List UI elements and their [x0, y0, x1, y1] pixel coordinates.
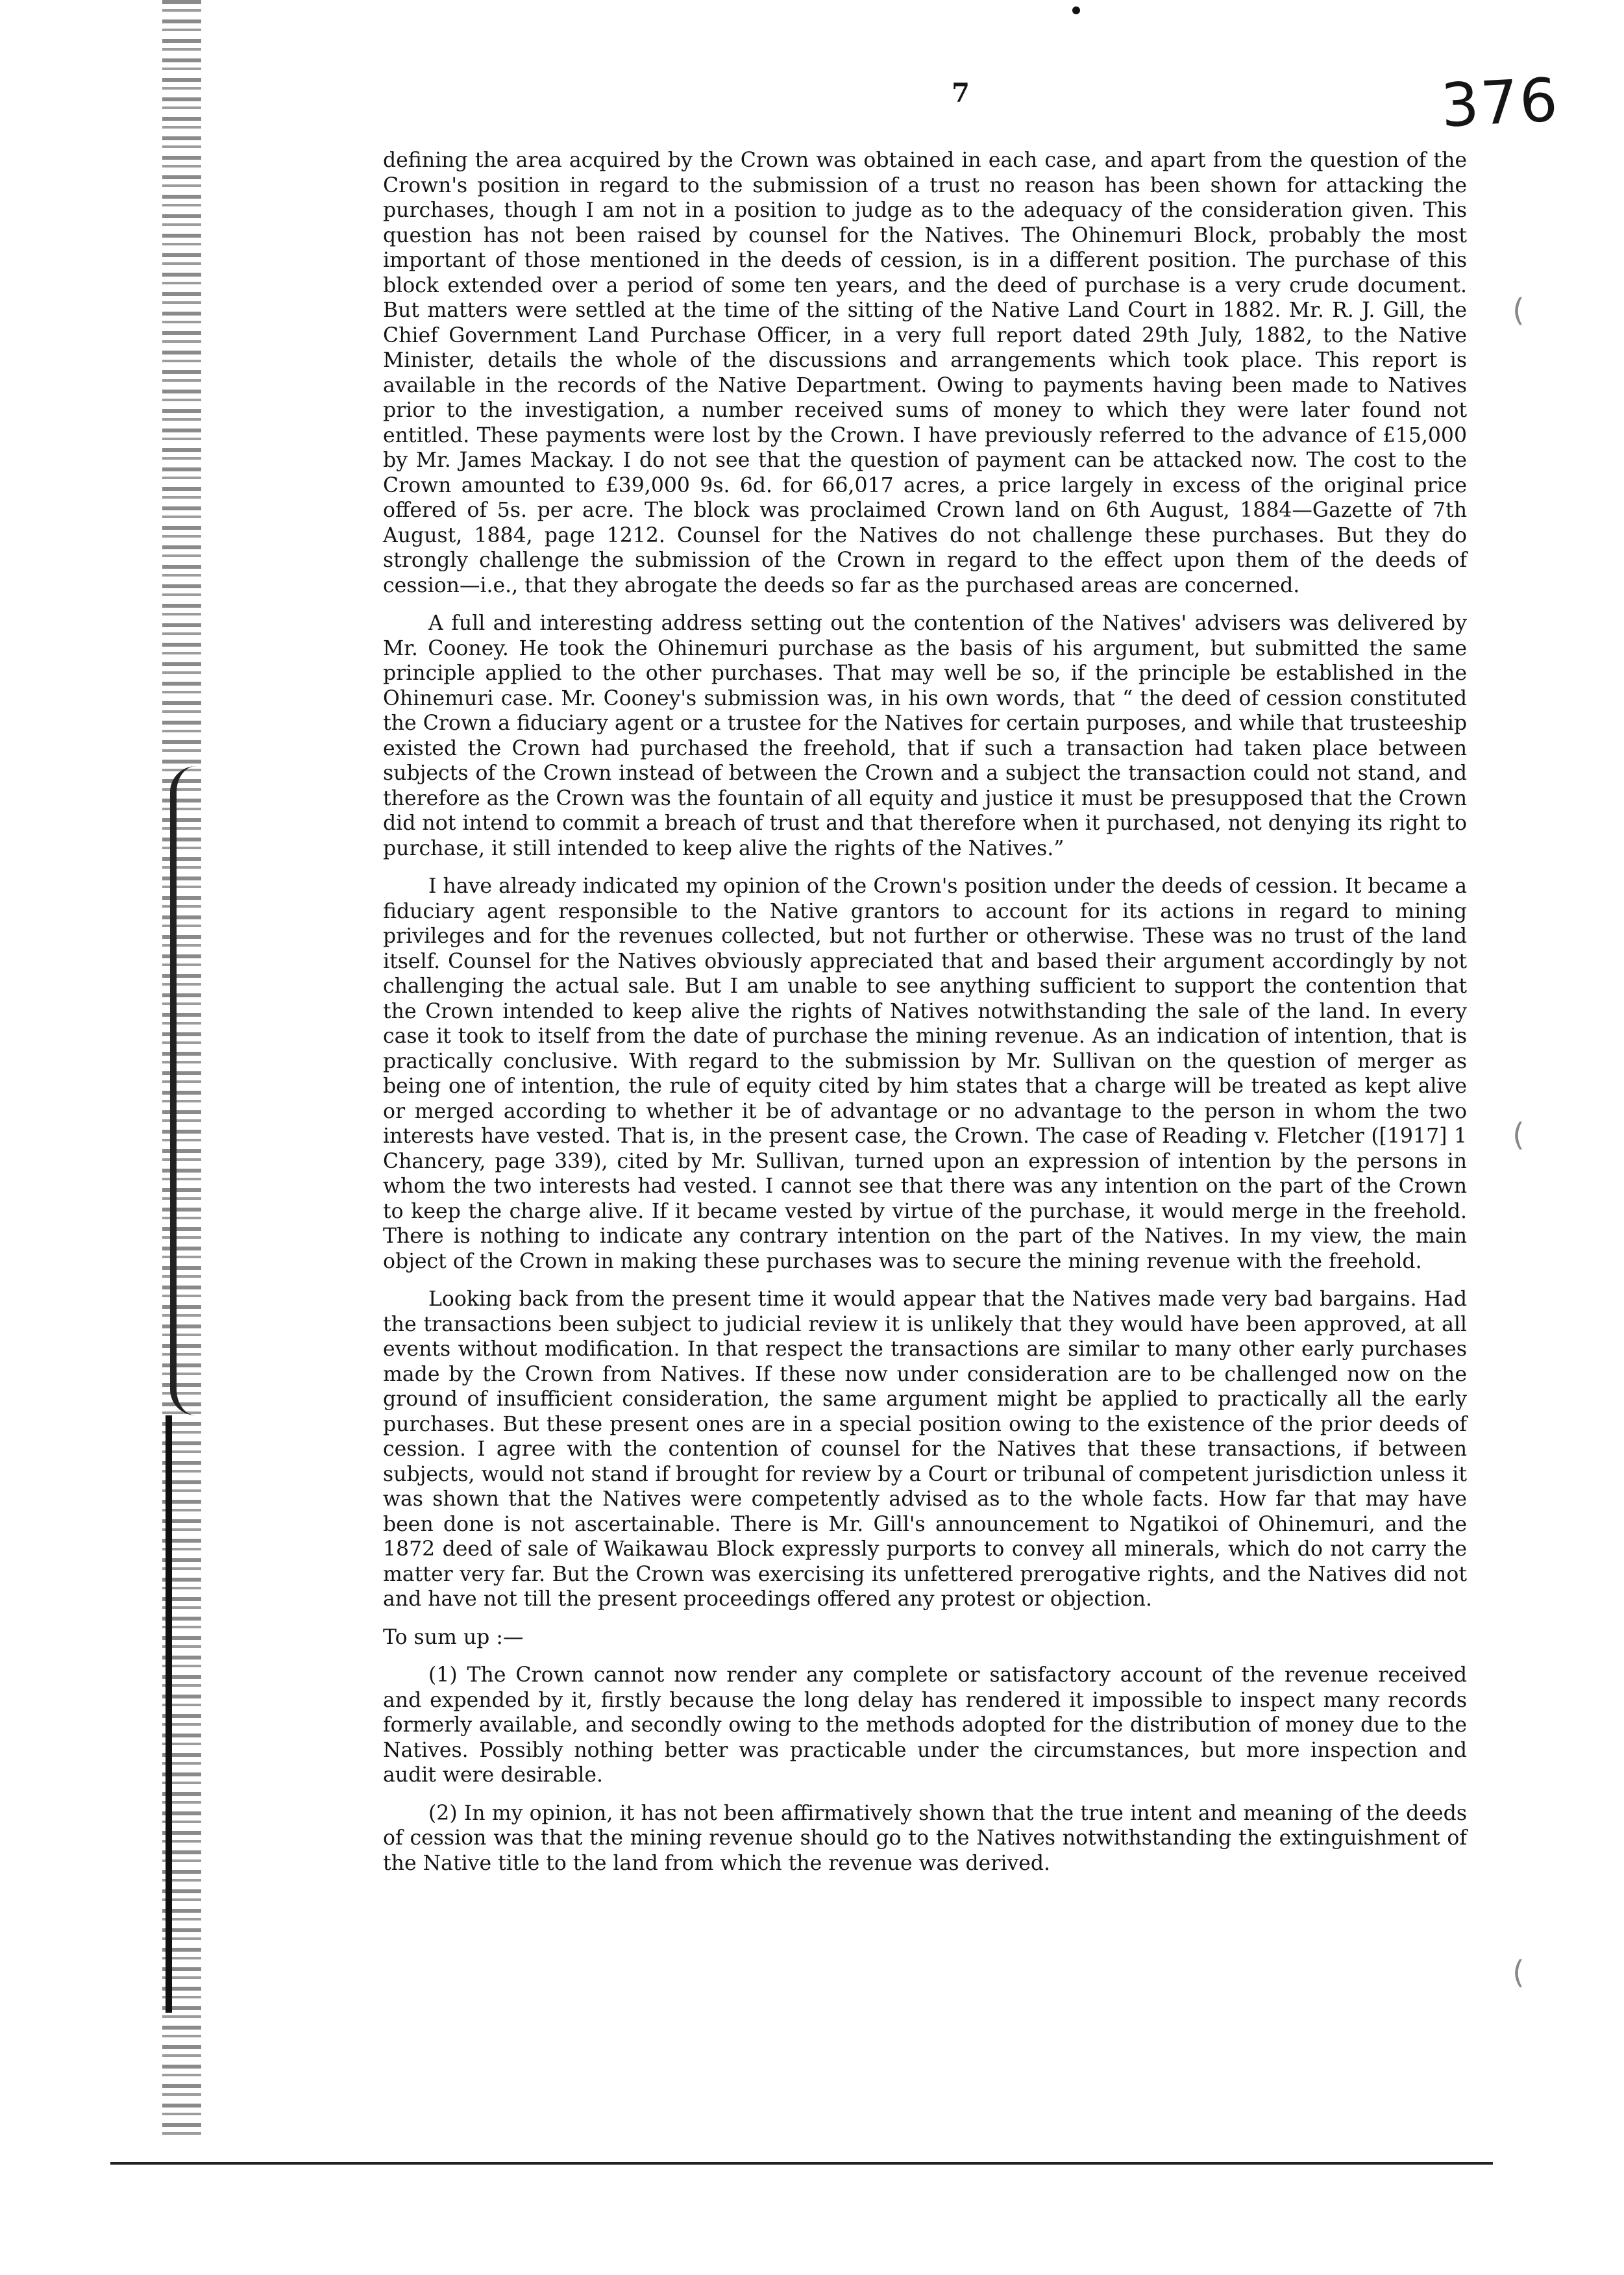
paragraph-cooney-address: A full and interesting address setting out the contention of the Natives' advisers was delivered by Mr. Cooney. He took the Ohinemuri purchase as the basis of his argument, but submitted the same principle applied to the other purchases. That may well be so, if the principle be established in the Ohinemuri case. Mr. Cooney's submission was, in his own words, that “ the deed of cession constituted the Crown a fiduciary agent or a trustee for the Natives for certain purposes, and while that trusteeship existed the Crown had purchased the freehold, that if such a transaction had taken place between subjects of the Crown instead of between the Crown and a subject the transaction could not stand, and therefore as the Crown was the fountain of all equity and justice it must be presupposed that the Crown did not intend to commit a breach of trust and that therefore when it purchased, not denying its right to purchase, it still intended to keep alive the rights of the Natives.”: [383, 612, 1467, 860]
page-number: 7: [952, 78, 970, 108]
document-body: [383, 148, 1467, 1889]
paragraph-continued: defining the area acquired by the Crown was obtained in each case, and apart from the question of the Crown's position in regard to the submission of a trust no reason has been shown for attacking the purchases, though I am not in a position to judge as to the adequacy of the consideration given. This question has not been raised by counsel for the Natives. The Ohinemuri Block, probably the most important of those mentioned in the deeds of cession, is in a different position. The purchase of this block extended over a period of some ten years, and the deed of purchase is a very crude document. But matters were settled at the time of the sitting of the Native Land Court in 1882. Mr. R. J. Gill, the Chief Government Land Purchase Officer, in a very full report dated 29th July, 1882, to the Native Minister, details the whole of the discussions and arrangements which took place. This report is available in the records of the Native Department. Owing to payments having been made to Natives prior to the investigation, a number received sums of money to which they were later found not entitled. These payments were lost by the Crown. I have previously referred to the advance of £15,000 by Mr. James Mackay. I do not see that the question of payment can be attacked now. The cost to the Crown amounted to £39,000 9s. 6d. for 66,017 acres, a price largely in excess of the original price offered of 5s. per acre. The block was proclaimed Crown land on 6th August, 1884—Gazette of 7th August, 1884, page 1212. Counsel for the Natives do not challenge these purchases. But they do strongly challenge the submission of the Crown in regard to the effect upon them of the deeds of cession—i.e., that they abrogate the deeds so far as the purchased areas are concerned.: [383, 149, 1467, 597]
margin-bracket-mark: (: [1512, 292, 1525, 329]
paragraph-crown-position: I have already indicated my opinion of the Crown's position under the deeds of cession. It became a fiduciary agent responsible to the Native grantors to account for its actions in regard to mining privileges and for the revenues collected, but not further or otherwise. These was no trust of the land itself. Counsel for the Natives obviously appreciated that and based their argument accordingly by not challenging the actual sale. But I am unable to see anything sufficient to support the contention that the Crown intended to keep alive the rights of Natives notwithstanding the sale of the land. In every case it took to itself from the date of purchase the mining revenue. As an indication of intention, that is practically conclusive. With regard to the submission by Mr. Sullivan on the question of merger as being one of intention, the rule of equity cited by him states that a charge will be treated as kept alive or merged according to whether it be of advantage or no advantage to the person in whom the two interests have vested. That is, in the present case, the Crown. The case of Reading v. Fletcher ([1917] 1 Chancery, page 339), cited by Mr. Sullivan, turned upon an expression of intention by the persons in whom the two interests had vested. I cannot see that there was any intention on the part of the Crown to keep the charge alive. If it became vested by virtue of the purchase, it would merge in the freehold. There is nothing to indicate any contrary intention on the part of the Natives. In my view, the main object of the Crown in making these purchases was to secure the mining revenue with the freehold.: [383, 875, 1467, 1273]
margin-bracket-mark: (: [1512, 1954, 1525, 1991]
handwritten-folio-number: 376: [1439, 65, 1561, 141]
paragraph-bad-bargains: Looking back from the present time it would appear that the Natives made very bad bargains. Had the transactions been subject to judicial review it is unlikely that they would have been approved, at all events without modification. In that respect the transactions are similar to many other early purchases made by the Crown from Natives. If these now under consideration are to be challenged now on the ground of insufficient consideration, the same argument might be applied to practically all the early purchases. But these present ones are in a special position owing to the existence of the prior deeds of cession. I agree with the contention of counsel for the Natives that these transactions, if between subjects, would not stand if brought for review by a Court or tribunal of competent jurisdiction unless it was shown that the Natives were competently advised as to the whole facts. How far that may have been done is not ascertainable. There is Mr. Gill's announcement to Ngatikoi of Ohinemuri, and the 1872 deed of sale of Waikawau Block expressly purports to convey all minerals, which do not carry the matter very far. But the Crown was exercising its unfettered prerogative rights, and the Natives did not and have not till the present proceedings offered any protest or objection.: [383, 1287, 1467, 1611]
page-binding-shadow: [166, 1415, 172, 2013]
bottom-rule: [110, 2162, 1493, 2165]
page-binding-curve: [170, 766, 203, 1415]
scan-speck: [1072, 6, 1080, 14]
paragraph-conclusion-1: (1) The Crown cannot now render any complete or satisfactory account of the revenue received and expended by it, firstly because the long delay has rendered it impossible to inspect many records formerly available, and secondly owing to the methods adopted for the distribution of money due to the Natives. Possibly nothing better was practicable under the circumstances, but more inspection and audit were desirable.: [383, 1663, 1467, 1787]
paragraph-conclusion-2: (2) In my opinion, it has not been affirmatively shown that the true intent and meaning of the deeds of cession was that the mining revenue should go to the Natives notwithstanding the extinguishment of the Native title to the land from which the revenue was derived.: [383, 1801, 1467, 1875]
paragraph-sum-up-heading: To sum up :—: [383, 1625, 524, 1649]
margin-bracket-mark: (: [1512, 1117, 1525, 1153]
